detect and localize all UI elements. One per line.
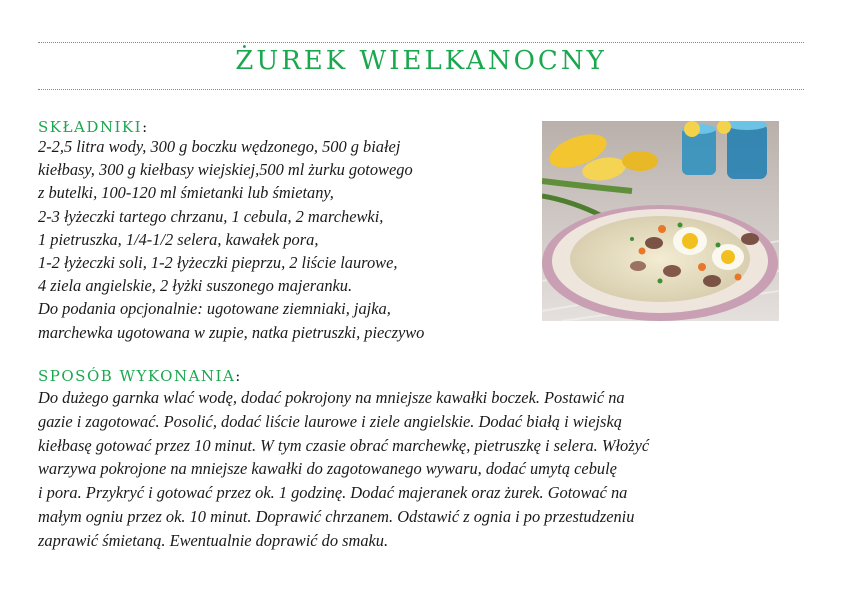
ingredients-line: Do podania opcjonalnie: ugotowane ziemniaki, jajka,	[38, 299, 391, 319]
ingredients-line: 2-3 łyżeczki tartego chrzanu, 1 cebula, 2 marchewki,	[38, 206, 384, 226]
method-line: Do dużego garnka wlać wodę, dodać pokrojony na mniejsze kawałki boczek. Postawić na	[38, 388, 625, 407]
method-text	[38, 386, 808, 553]
method-line: warzywa pokrojone na mniejsze kawałki do zagotowanego wywaru, dodać umytą cebulę	[38, 459, 617, 479]
ingredients-line: marchewka ugotowana w zupie, natka pietruszki, pieczywo	[38, 322, 425, 342]
ingredients-line: kiełbasy, 300 g kiełbasy wiejskiej,500 ml żurku gotowego	[38, 160, 413, 180]
ingredients-list	[38, 135, 538, 344]
soup-photo-icon	[542, 121, 779, 321]
method-line: zaprawić śmietaną. Ewentualnie doprawić do smaku.	[38, 530, 389, 550]
method-heading-text: SPOSÓB WYKONANIA	[38, 367, 236, 385]
method-line: kiełbasę gotować przez 10 minut. W tym czasie obrać marchewkę, pietruszkę i selera. Włożyć	[38, 435, 650, 455]
ingredients-heading-text: SKŁADNIKI	[38, 118, 143, 136]
top-divider	[38, 42, 804, 43]
ingredients-line: z butelki, 100-120 ml śmietanki lub śmietany,	[38, 183, 334, 203]
method-line: i pora. Przykryć i gotować przez ok. 1 godzinę. Dodać majeranek oraz żurek. Gotować na	[38, 483, 628, 503]
ingredients-line: 1 pietruszka, 1/4-1/2 selera, kawałek pora,	[38, 229, 319, 249]
ingredients-heading: SKŁADNIKI:	[38, 118, 149, 136]
method-line: małym ogniu przez ok. 10 minut. Doprawić chrzanem. Odstawić z ognia i po przestudzeniu	[38, 506, 635, 526]
ingredients-line: 2-2,5 litra wody, 300 g boczku wędzonego, 500 g białej	[38, 137, 401, 156]
soup-photo-drawing	[542, 121, 779, 321]
method-heading: SPOSÓB WYKONANIA:	[38, 367, 242, 385]
ingredients-line: 1-2 łyżeczki soli, 1-2 łyżeczki pieprzu, 2 liście laurowe,	[38, 253, 398, 273]
method-line: gazie i zagotować. Posolić, dodać liście laurowe i ziele angielskie. Dodać białą i wiejską	[38, 411, 622, 431]
ingredients-line: 4 ziela angielskie, 2 łyżki suszonego majeranku.	[38, 276, 353, 296]
bottom-divider	[38, 89, 804, 90]
page-title: ŻUREK WIELKANOCNY	[235, 46, 607, 76]
